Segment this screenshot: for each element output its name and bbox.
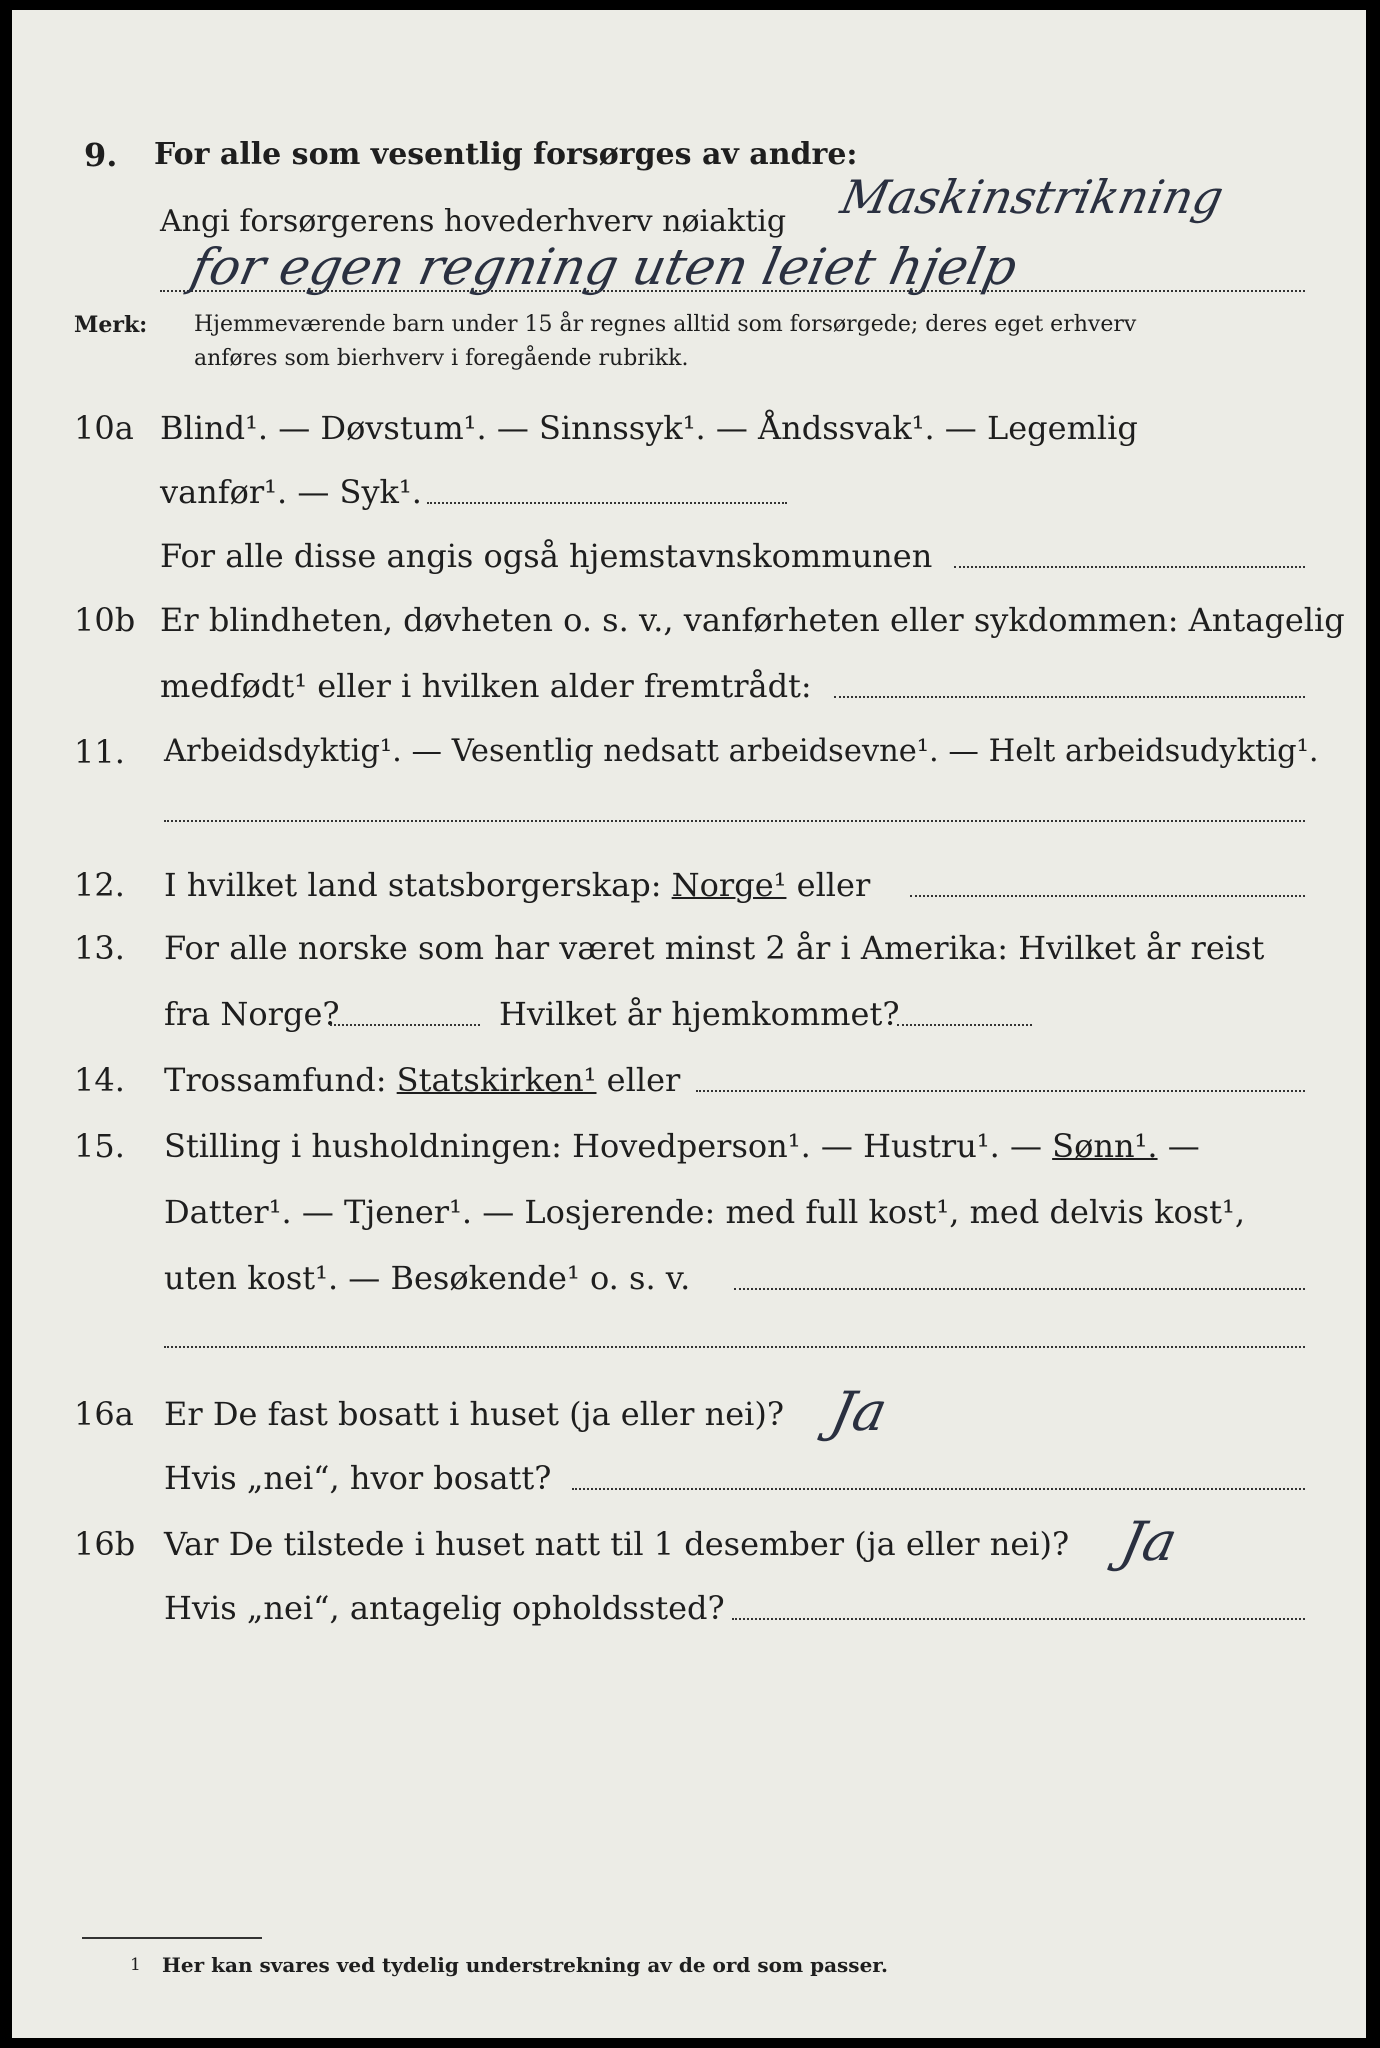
- q13-line2b: Hvilket år hjemkommet?: [499, 995, 900, 1033]
- q14-number: 14.: [74, 1061, 125, 1099]
- q13-reist-line: [330, 1024, 480, 1026]
- q12-question: I hvilket land statsborgerskap:: [164, 866, 662, 904]
- q10a-number: 10a: [74, 409, 134, 447]
- q12-answer-line: [910, 895, 1305, 897]
- q13-line1: For alle norske som har været minst 2 år i Amerika: Hvilket år reist: [164, 929, 1265, 967]
- q10a-syk-line: [427, 502, 787, 504]
- q13-hjemkommet-line: [897, 1024, 1032, 1026]
- q9-number: 9.: [84, 136, 118, 174]
- q16b-line2: Hvis „nei“, antagelig opholdssted?: [164, 1589, 725, 1627]
- q10b-number: 10b: [74, 601, 136, 639]
- footnote-rule: [82, 1937, 262, 1939]
- q16a-handwritten-answer: Ja: [825, 1380, 893, 1443]
- q10b-line1: Er blindheten, døvheten o. s. v., vanførheten eller sykdommen: Antagelig: [160, 601, 1345, 639]
- q15-answer-line: [734, 1288, 1305, 1290]
- q16a-answer-line: [572, 1488, 1305, 1490]
- q16a-number: 16a: [74, 1395, 134, 1433]
- q10a-line2: vanfør¹. — Syk¹.: [160, 473, 422, 511]
- q12-line: [164, 865, 870, 905]
- q12-number: 12.: [74, 866, 125, 904]
- merk-label: Merk:: [74, 312, 148, 338]
- census-form-page: [12, 10, 1366, 2038]
- q11-answer-line: [164, 820, 1305, 822]
- q10b-answer-line: [834, 696, 1305, 698]
- q15-extra-line: [164, 1346, 1305, 1348]
- q16b-number: 16b: [74, 1525, 136, 1563]
- q11-line1: Arbeidsdyktig¹. — Vesentlig nedsatt arbeidsevne¹. — Helt arbeidsudyktig¹.: [164, 734, 1319, 769]
- q14-question: Trossamfund:: [164, 1061, 387, 1099]
- q15-line1-dash: —: [1167, 1127, 1200, 1165]
- q16a-line2: Hvis „nei“, hvor bosatt?: [164, 1459, 552, 1497]
- q9-line1: For alle som vesentlig forsørges av andre:: [154, 137, 858, 172]
- q14-line: [164, 1060, 680, 1100]
- q16b-answer-line: [732, 1618, 1305, 1620]
- q16b-handwritten-answer: Ja: [1115, 1510, 1183, 1573]
- q15-line3: uten kost¹. — Besøkende¹ o. s. v.: [164, 1259, 691, 1297]
- q15-line1: [164, 1126, 1200, 1166]
- q15-underlined-answer: Sønn¹.: [1052, 1127, 1158, 1165]
- footnote-text: Her kan svares ved tydelig understrekning av de ord som passer.: [162, 1953, 888, 1977]
- merk-line2: anføres som bierhverv i foregående rubrikk.: [194, 346, 689, 371]
- q9-handwritten-answer-2: for egen regning uten leiet hjelp: [185, 238, 1023, 296]
- q13-number: 13.: [74, 929, 125, 967]
- q12-underlined-answer: Norge¹: [671, 866, 787, 904]
- q15-line1-text: Stilling i husholdningen: Hovedperson¹. — Hustru¹. —: [164, 1127, 1042, 1165]
- q16a-line1: Er De fast bosatt i huset (ja eller nei)?: [164, 1395, 785, 1433]
- q9-line2: Angi forsørgerens hovederhverv nøiaktig: [160, 204, 787, 239]
- q15-line2: Datter¹. — Tjener¹. — Losjerende: med full kost¹, med delvis kost¹,: [164, 1193, 1246, 1231]
- q13-line2a: fra Norge?: [164, 995, 340, 1033]
- q9-handwritten-answer-1: Maskinstrikning: [836, 170, 1229, 224]
- q11-number: 11.: [74, 733, 125, 771]
- q10a-line1: Blind¹. — Døvstum¹. — Sinnssyk¹. — Åndssvak¹. — Legemlig: [160, 409, 1138, 447]
- q15-number: 15.: [74, 1127, 125, 1165]
- q12-eller: eller: [796, 866, 871, 904]
- q16b-line1: Var De tilstede i huset natt til 1 desember (ja eller nei)?: [164, 1525, 1070, 1563]
- merk-line1: Hjemmeværende barn under 15 år regnes alltid som forsørgede; deres eget erhverv: [194, 312, 1137, 337]
- q14-eller: eller: [606, 1061, 681, 1099]
- q14-underlined-answer: Statskirken¹: [396, 1061, 597, 1099]
- q10a-hjemstavn-line: [954, 566, 1305, 568]
- q14-answer-line: [696, 1090, 1305, 1092]
- footnote-mark: 1: [130, 1955, 141, 1975]
- q10a-line3: For alle disse angis også hjemstavnskommunen: [160, 537, 933, 575]
- q10b-line2: medfødt¹ eller i hvilken alder fremtrådt:: [160, 667, 812, 705]
